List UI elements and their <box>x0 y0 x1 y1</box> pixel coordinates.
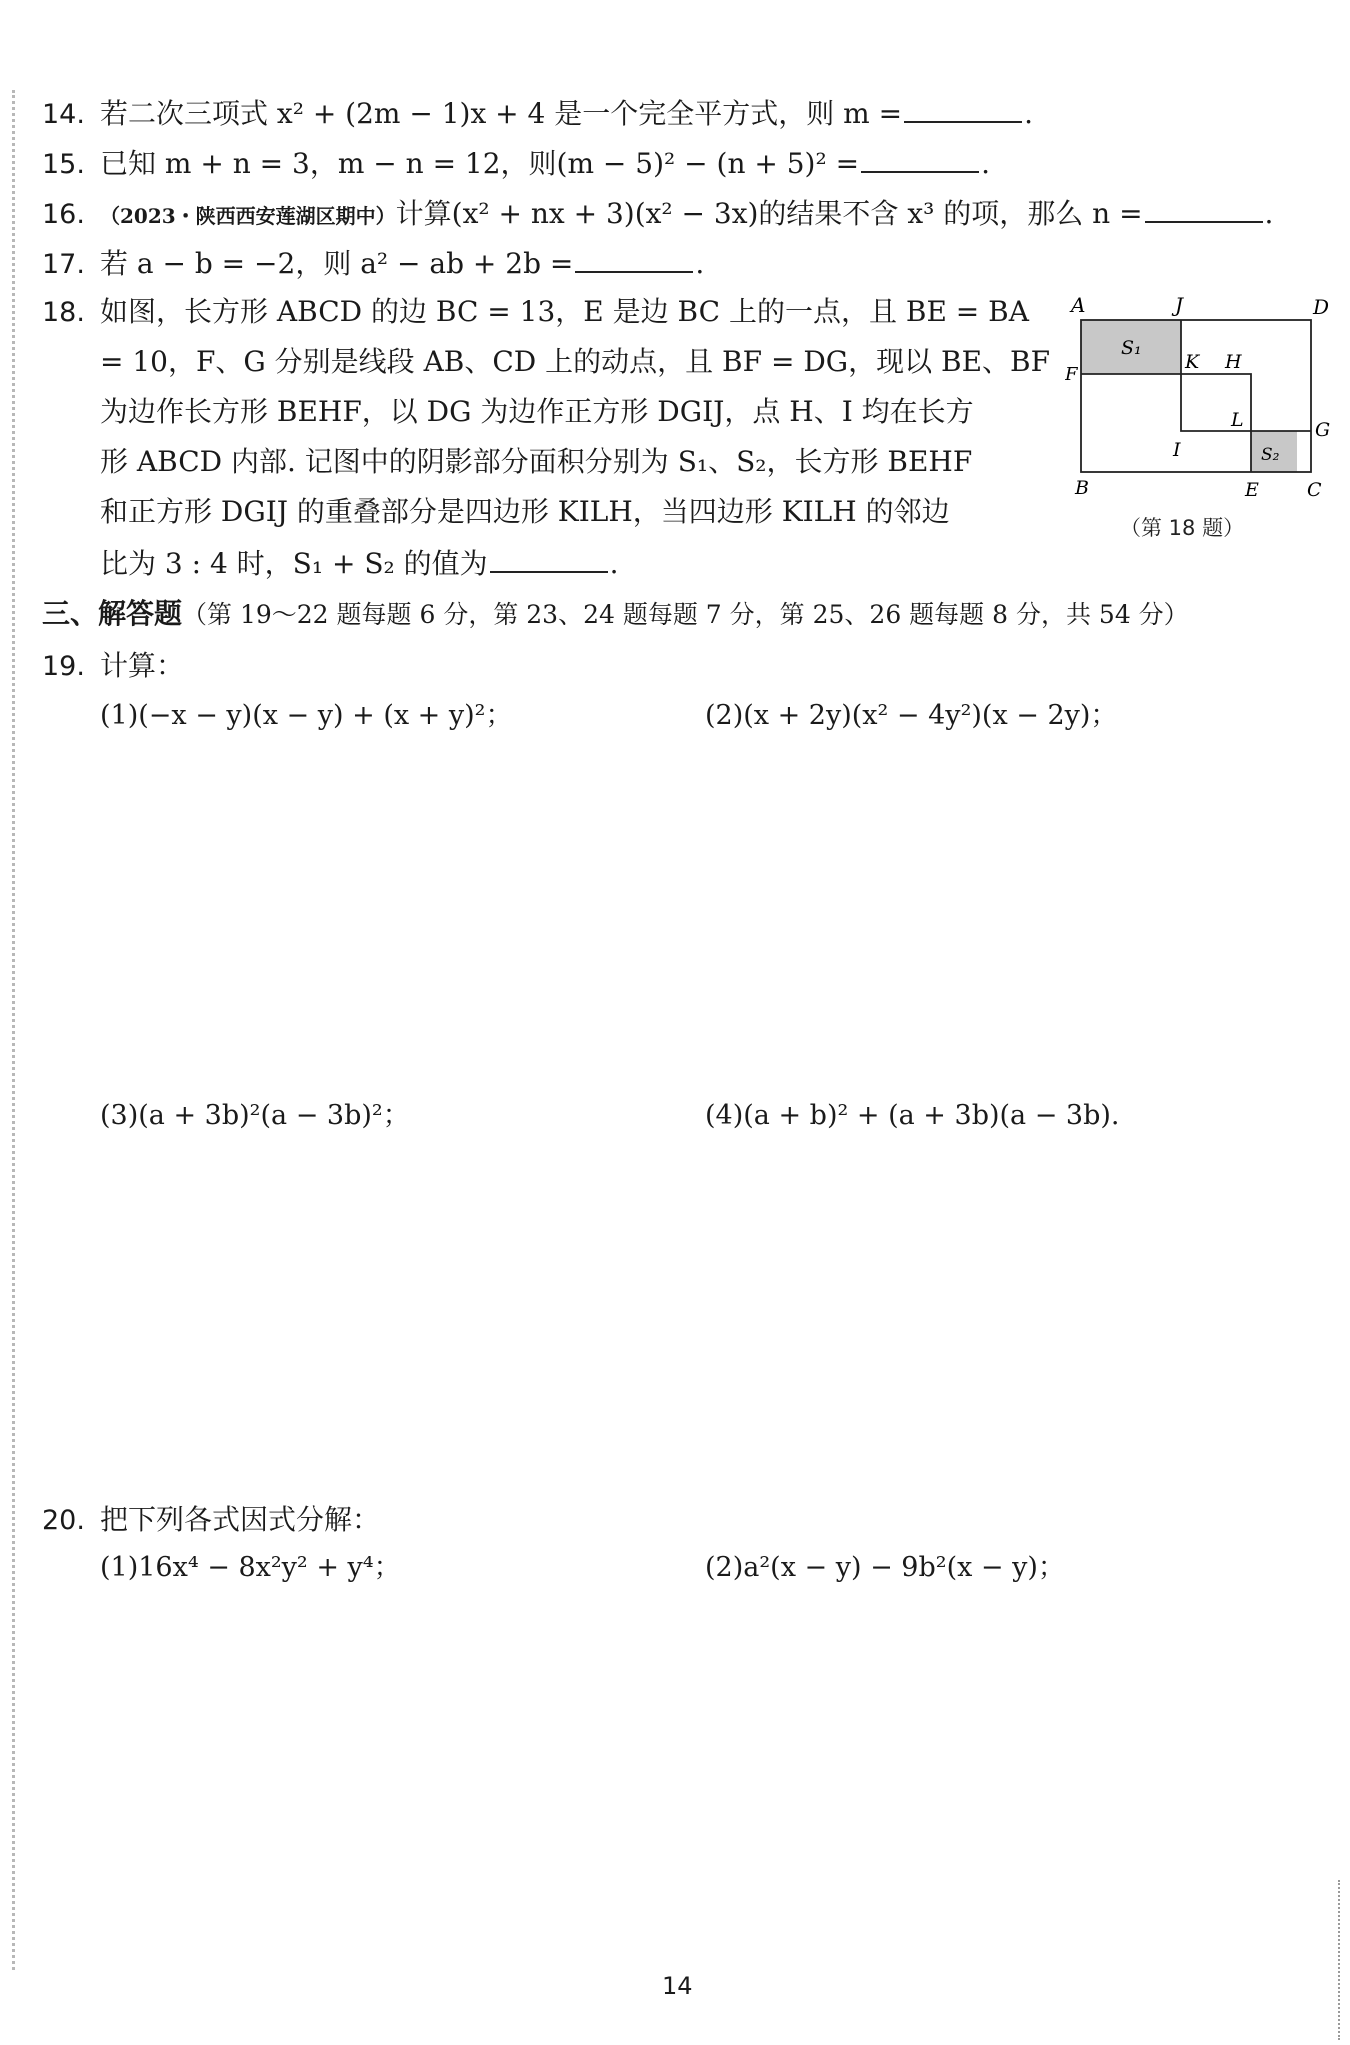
label-i: I <box>1173 439 1181 461</box>
label-d: D <box>1313 295 1330 319</box>
label-a: A <box>1071 293 1086 317</box>
problem-title: 计算： <box>100 649 185 682</box>
problem-text-end: . <box>1024 97 1033 130</box>
problem-text: 如图，长方形 ABCD 的边 BC = 13，E 是边 BC 上的一点，且 BE = BA <box>100 295 1029 328</box>
problem-16 <box>42 194 1273 236</box>
problem-text: 比为 3 : 4 时，S₁ + S₂ 的值为 <box>100 547 488 580</box>
label-h: H <box>1225 351 1242 373</box>
problem-text: 若二次三项式 x² + (2m − 1)x + 4 是一个完全平方式，则 m = <box>100 97 903 130</box>
label-k: K <box>1185 351 1200 373</box>
problem-number: 17. <box>42 249 85 280</box>
problem-number: 19. <box>42 651 85 682</box>
problem-19-item-4: (4)(a + b)² + (a + 3b)(a − 3b). <box>705 1100 1120 1131</box>
section-note: （第 19～22 题每题 6 分，第 23、24 题每题 7 分，第 25、26 题每题 8 分，共 54 分） <box>182 600 1189 629</box>
problem-text-end: . <box>1264 197 1274 230</box>
problem-text: 若 a − b = −2，则 a² − ab + 2b = <box>100 247 574 280</box>
figure-caption: （第 18 题） <box>1120 516 1245 540</box>
rectangle-behf <box>1081 374 1251 472</box>
problem-19-item-2: (2)(x + 2y)(x² − 4y²)(x − 2y)； <box>705 700 1118 731</box>
problem-number: 14. <box>42 99 85 130</box>
problem-text-end: . <box>981 147 990 180</box>
section-3-heading <box>42 594 1189 635</box>
answer-blank <box>904 97 1022 123</box>
problem-number: 15. <box>42 149 85 180</box>
problem-19-item-3: (3)(a + 3b)²(a − 3b)²； <box>100 1100 410 1131</box>
scan-edge-left <box>12 90 19 1970</box>
label-f: F <box>1065 364 1078 385</box>
problem-18-figure <box>1065 290 1330 550</box>
square-dgij <box>1181 320 1311 431</box>
problem-number: 16. <box>42 199 85 230</box>
problem-20-item-2: (2)a²(x − y) − 9b²(x − y)； <box>705 1552 1065 1583</box>
label-s2: S₂ <box>1261 445 1280 465</box>
page-number: 14 <box>662 1972 693 2000</box>
label-c: C <box>1307 479 1322 501</box>
problem-18-line-5: 和正方形 DGIJ 的重叠部分是四边形 KILH，当四边形 KILH 的邻边 <box>100 495 950 528</box>
problem-14 <box>42 94 1033 135</box>
problem-17 <box>42 244 704 285</box>
problem-18-line-1 <box>42 292 1029 333</box>
problem-text-end: . <box>695 247 705 280</box>
answer-blank <box>575 247 693 273</box>
problem-19 <box>42 646 184 687</box>
label-b: B <box>1075 477 1089 499</box>
problem-15 <box>42 144 990 185</box>
problem-18-line-6 <box>100 544 619 584</box>
problem-20 <box>42 1500 380 1541</box>
label-s1: S₁ <box>1121 337 1142 359</box>
problem-19-item-1: (1)(−x − y)(x − y) + (x + y)²； <box>100 700 513 731</box>
label-l: L <box>1231 409 1244 431</box>
answer-blank <box>490 547 608 573</box>
label-j: J <box>1175 293 1184 317</box>
answer-blank <box>861 147 979 173</box>
problem-source: （2023・陕西西安莲湖区期中） <box>100 204 396 228</box>
label-g: G <box>1315 419 1330 441</box>
problem-number: 18. <box>42 297 85 328</box>
problem-number: 20. <box>42 1505 85 1536</box>
problem-text: 计算(x² + nx + 3)(x² − 3x)的结果不含 x³ 的项，那么 n = <box>395 197 1143 230</box>
answer-blank <box>1145 197 1263 223</box>
label-e: E <box>1245 479 1259 501</box>
problem-20-item-1: (1)16x⁴ − 8x²y² + y⁴； <box>100 1552 401 1583</box>
scan-edge-right <box>1338 1880 1346 2040</box>
section-title: 三、解答题 <box>42 597 183 630</box>
problem-18-line-2: = 10，F、G 分别是线段 AB、CD 上的动点，且 BF = DG，现以 BE、BF <box>100 345 1051 378</box>
problem-18-line-4: 形 ABCD 内部. 记图中的阴影部分面积分别为 S₁、S₂，长方形 BEHF <box>100 445 973 478</box>
problem-text: 已知 m + n = 3，m − n = 12，则(m − 5)² − (n + 5)² = <box>100 147 860 180</box>
problem-title: 把下列各式因式分解： <box>100 1503 381 1536</box>
problem-18-line-3: 为边作长方形 BEHF，以 DG 为边作正方形 DGIJ，点 H、I 均在长方 <box>100 395 974 428</box>
problem-text-end: . <box>609 547 619 580</box>
